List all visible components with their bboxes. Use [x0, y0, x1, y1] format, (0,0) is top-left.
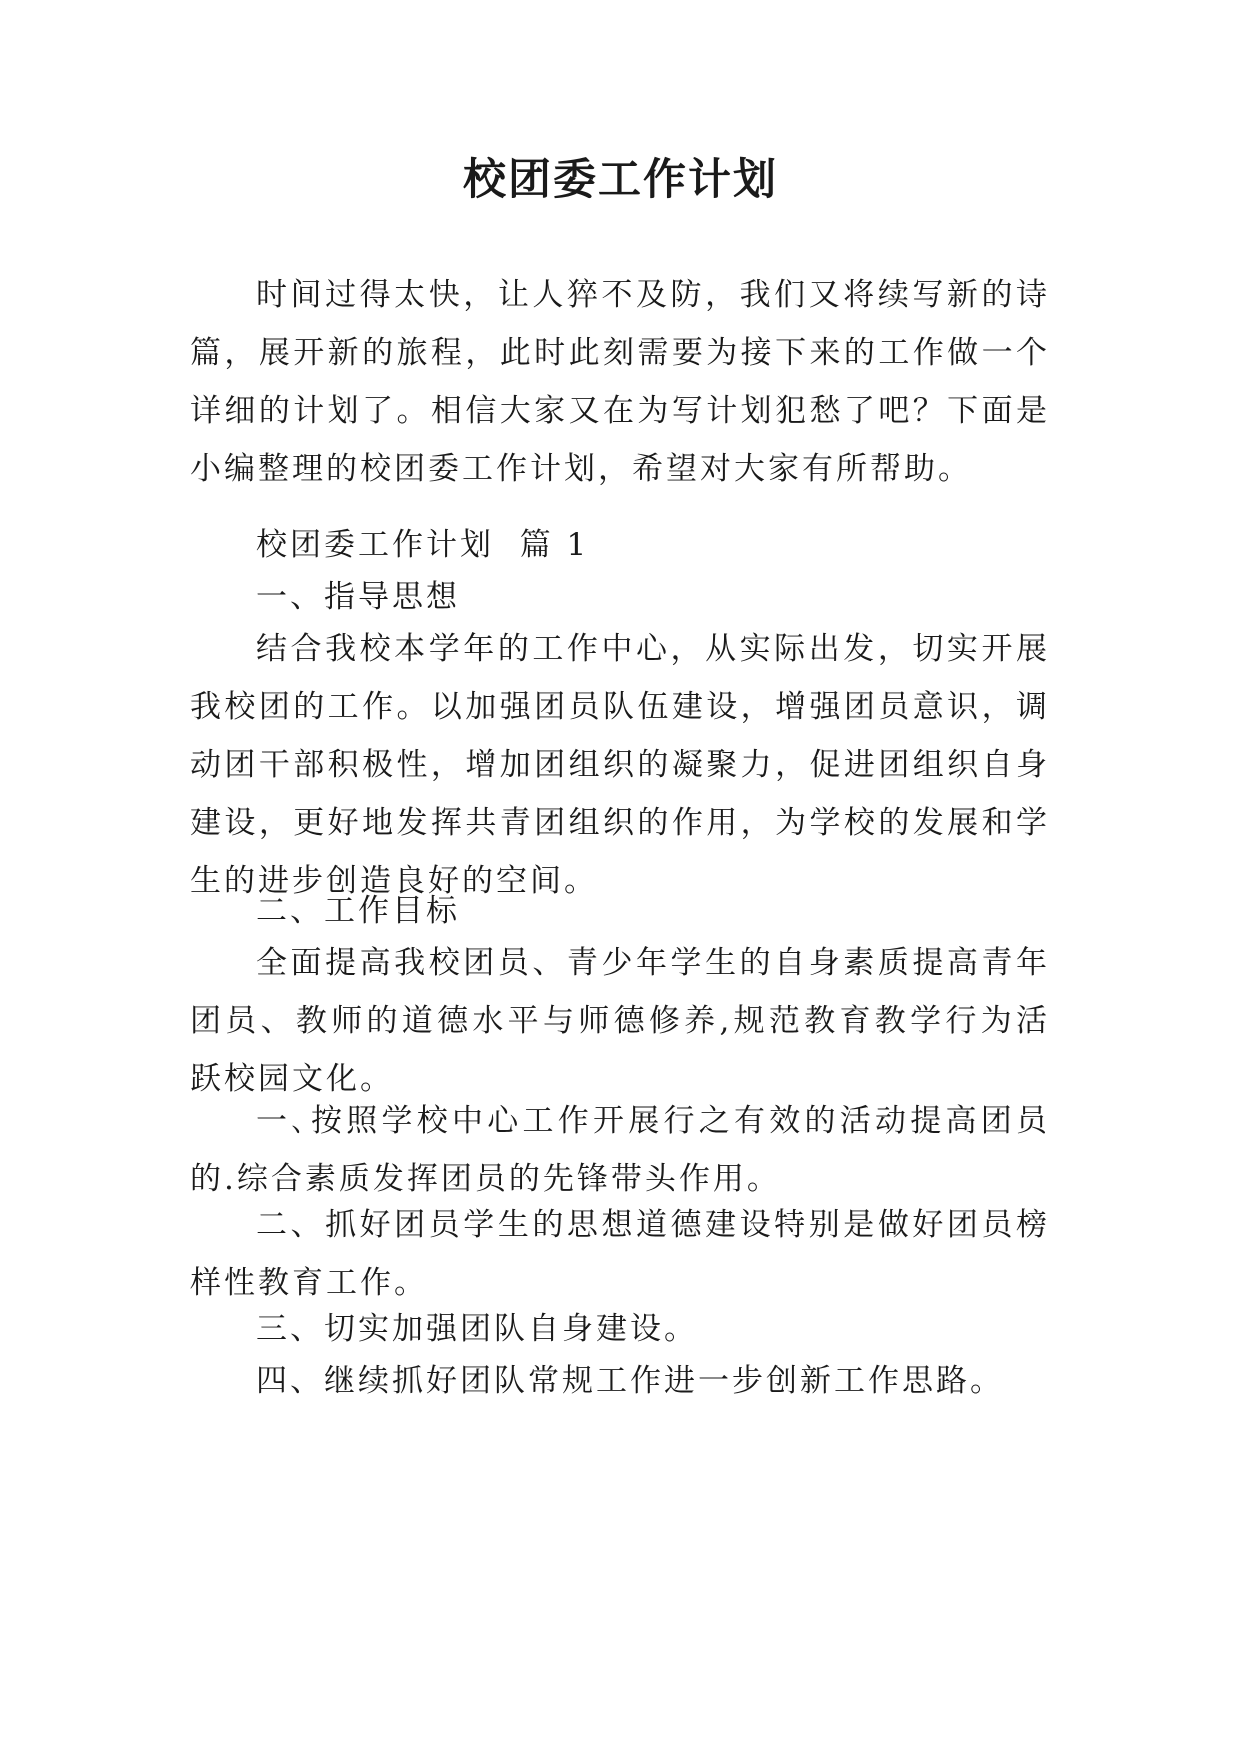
work-goals-paragraph: 全面提高我校团员、青少年学生的自身素质提高青年团员、教师的道德水平与师德修养,规范教育教学行为活跃校园文化。 [190, 945, 1050, 1097]
intro-paragraph: 时间过得太快，让人猝不及防，我们又将续写新的诗篇，展开新的旅程，此时此刻需要为接下来的工作做一个详细的计划了。相信大家又在为写计划犯愁了吧？下面是小编整理的校团委工作计划，希望对大家有所帮助。 [190, 277, 1050, 487]
section-label: 校团委工作计划 篇 1 [256, 527, 590, 563]
goal-item-1: 一､按照学校中心工作开展行之有效的活动提高团员的.综合素质发挥团员的先锋带头作用。 [190, 1103, 1050, 1197]
guiding-ideology-paragraph: 结合我校本学年的工作中心，从实际出发，切实开展我校团的工作。以加强团员队伍建设，增强团员意识，调动团干部积极性，增加团组织的凝聚力，促进团组织自身建设，更好地发挥共青团组织的作用，为学校的发展和学生的进步创造良好的空间。 [190, 631, 1050, 899]
goal-item-4: 四、继续抓好团队常规工作进一步创新工作思路。 [256, 1363, 1004, 1399]
document-title: 校团委工作计划 [463, 155, 778, 205]
heading-work-goals: 二、工作目标 [256, 893, 460, 929]
goal-item-3: 三、切实加强团队自身建设。 [256, 1311, 698, 1347]
goal-item-2: 二、抓好团员学生的思想道德建设特别是做好团员榜样性教育工作。 [190, 1207, 1050, 1301]
heading-guiding-ideology: 一、指导思想 [256, 579, 460, 615]
